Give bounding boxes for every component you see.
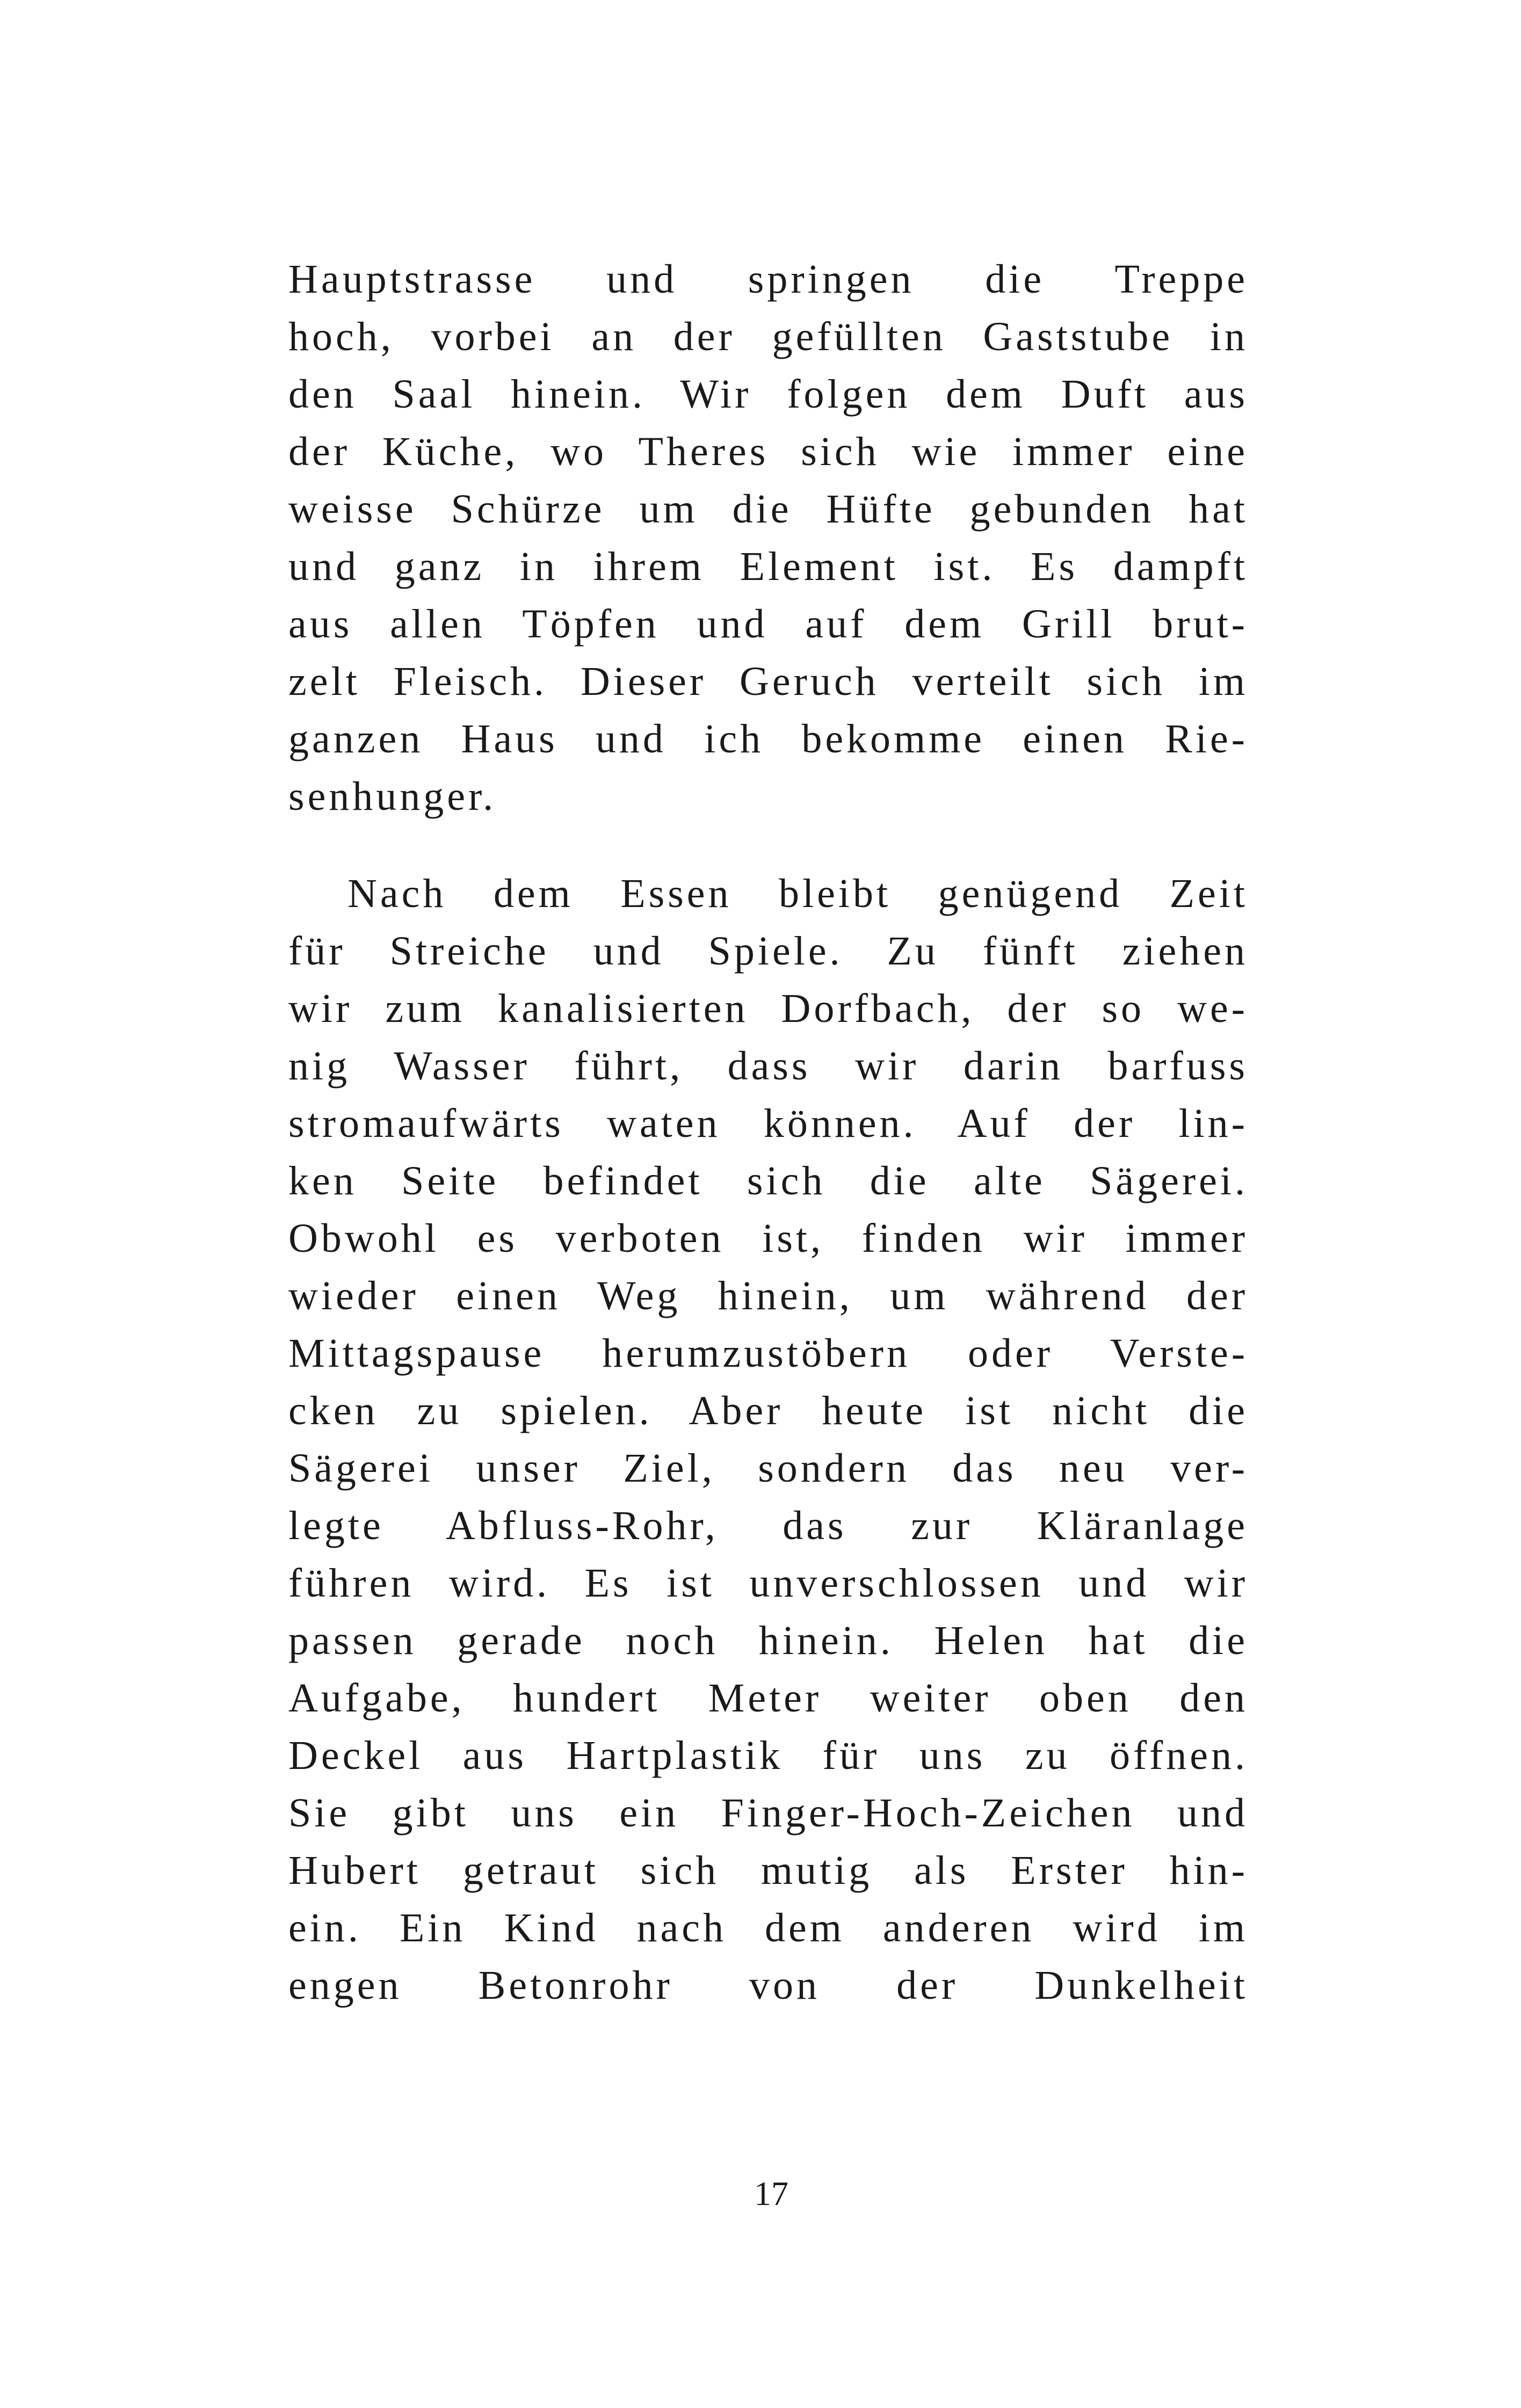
text-line: weisse Schürze um die Hüfte gebunden hat — [288, 487, 1248, 532]
text-line: Aufgabe, hundert Meter weiter oben den — [288, 1676, 1248, 1721]
text-line: Sie gibt uns ein Finger-Hoch-Zeichen und — [288, 1790, 1248, 1836]
text-line: der Küche, wo Theres sich wie immer eine — [288, 429, 1248, 474]
text-line: nig Wasser führt, dass wir darin barfuss — [288, 1043, 1248, 1089]
text-line: legte Abfluss-Rohr, das zur Kläranlage — [288, 1503, 1248, 1548]
text-line: Mittagspause herumzustöbern oder Verste- — [288, 1331, 1248, 1376]
text-line: wieder einen Weg hinein, um während der — [288, 1273, 1248, 1318]
text-line: Hauptstrasse und springen die Treppe — [288, 257, 1248, 302]
paragraph-1 — [288, 251, 1248, 825]
page-number: 17 — [754, 2174, 788, 2213]
text-line: zelt Fleisch. Dieser Geruch verteilt sich im — [288, 659, 1248, 704]
text-line: Hubert getraut sich mutig als Erster hin- — [288, 1848, 1248, 1893]
text-line: Nach dem Essen bleibt genügend Zeit — [347, 871, 1248, 916]
text-line: senhunger. — [288, 774, 497, 819]
text-line: führen wird. Es ist unverschlossen und wir — [288, 1561, 1248, 1606]
text-line: wir zum kanalisierten Dorfbach, der so we- — [288, 986, 1248, 1031]
text-line: ken Seite befindet sich die alte Sägerei. — [288, 1158, 1248, 1203]
text-line: stromaufwärts waten können. Auf der lin- — [288, 1101, 1248, 1146]
text-line: Sägerei unser Ziel, sondern das neu ver- — [288, 1446, 1248, 1491]
text-line: aus allen Töpfen und auf dem Grill brut- — [288, 601, 1248, 647]
text-line: cken zu spielen. Aber heute ist nicht die — [288, 1388, 1248, 1433]
text-line: und ganz in ihrem Element ist. Es dampft — [288, 544, 1248, 589]
text-line: hoch, vorbei an der gefüllten Gaststube in — [288, 314, 1248, 359]
text-line: ganzen Haus und ich bekomme einen Rie- — [288, 716, 1248, 761]
paragraph-2 — [288, 865, 1248, 2014]
text-line: ein. Ein Kind nach dem anderen wird im — [288, 1905, 1248, 1950]
text-line: engen Betonrohr von der Dunkelheit — [288, 1963, 1248, 2008]
text-line: den Saal hinein. Wir folgen dem Duft aus — [288, 372, 1248, 417]
text-line: für Streiche und Spiele. Zu fünft ziehen — [288, 929, 1248, 974]
text-line: passen gerade noch hinein. Helen hat die — [288, 1618, 1248, 1663]
text-line: Obwohl es verboten ist, finden wir immer — [288, 1216, 1248, 1261]
text-line: Deckel aus Hartplastik für uns zu öffnen. — [288, 1733, 1248, 1778]
